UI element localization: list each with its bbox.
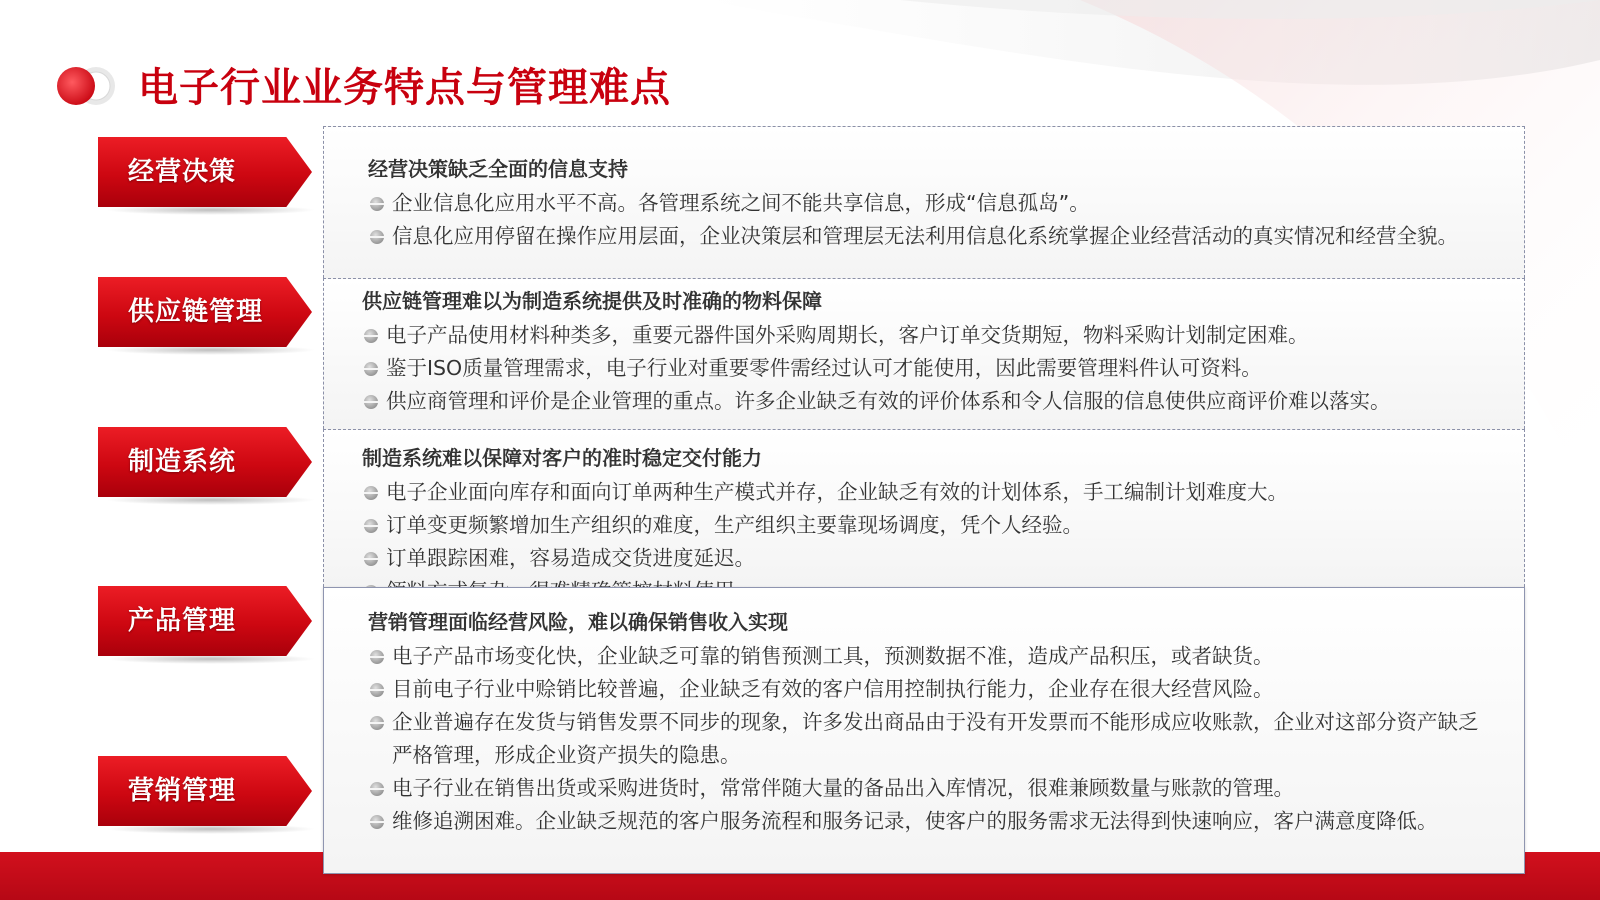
section-panel-marketing bbox=[323, 587, 1525, 874]
bullet-list bbox=[368, 640, 1484, 838]
list-item: 供应商管理和评价是企业管理的重点。许多企业缺乏有效的评价体系和令人信服的信息使供应商评价难以落实。 bbox=[362, 385, 1484, 418]
list-item: 信息化应用停留在操作应用层面，企业决策层和管理层无法利用信息化系统掌握企业经营活动的真实情况和经营全貌。 bbox=[368, 220, 1484, 253]
list-item: 电子产品使用材料种类多，重要元器件国外采购周期长，客户订单交货期短，物料采购计划制定困难。 bbox=[362, 319, 1484, 352]
list-item: 企业普遍存在发货与销售发票不同步的现象，许多发出商品由于没有开发票而不能形成应收账款，企业对这部分资产缺乏严格管理，形成企业资产损失的隐患。 bbox=[368, 706, 1484, 772]
list-item: 订单变更频繁增加生产组织的难度，生产组织主要靠现场调度，凭个人经验。 bbox=[362, 509, 1484, 542]
section-panel-supply-chain bbox=[323, 278, 1525, 429]
tag-label: 供应链管理 bbox=[128, 297, 264, 327]
bullet-list bbox=[368, 187, 1484, 253]
category-tag-supply-chain bbox=[98, 277, 312, 347]
list-item: 电子产品市场变化快，企业缺乏可靠的销售预测工具，预测数据不准，造成产品积压，或者缺货。 bbox=[368, 640, 1484, 673]
list-item: 鉴于ISO质量管理需求，电子行业对重要零件需经过认可才能使用，因此需要管理料件认可资料。 bbox=[362, 352, 1484, 385]
section-heading: 营销管理面临经营风险，难以确保销售收入实现 bbox=[368, 610, 788, 634]
category-tag-business-decision bbox=[98, 137, 312, 207]
list-item: 电子企业面向库存和面向订单两种生产模式并存，企业缺乏有效的计划体系，手工编制计划难度大。 bbox=[362, 476, 1484, 509]
bullet-list bbox=[362, 319, 1484, 418]
list-item: 电子行业在销售出货或采购进货时，常常伴随大量的备品出入库情况，很难兼顾数量与账款的管理。 bbox=[368, 772, 1484, 805]
section-heading: 供应链管理难以为制造系统提供及时准确的物料保障 bbox=[362, 289, 822, 313]
tag-label: 经营决策 bbox=[128, 157, 237, 187]
tag-label: 制造系统 bbox=[128, 447, 237, 477]
category-tag-manufacturing bbox=[98, 427, 312, 497]
category-tag-marketing bbox=[98, 756, 312, 826]
title-logo-icon bbox=[56, 64, 120, 108]
section-heading: 经营决策缺乏全面的信息支持 bbox=[368, 157, 628, 181]
list-item: 订单跟踪困难，容易造成交货进度延迟。 bbox=[362, 542, 1484, 575]
page-title: 电子行业业务特点与管理难点 bbox=[138, 65, 671, 111]
section-panel-business-decision bbox=[323, 126, 1525, 278]
section-heading: 制造系统难以保障对客户的准时稳定交付能力 bbox=[362, 446, 762, 470]
section-panel-manufacturing bbox=[323, 429, 1525, 587]
tag-label: 营销管理 bbox=[128, 776, 237, 806]
tag-label: 产品管理 bbox=[128, 606, 237, 636]
list-item: 企业信息化应用水平不高。各管理系统之间不能共享信息，形成“信息孤岛”。 bbox=[368, 187, 1484, 220]
list-item: 目前电子行业中赊销比较普遍，企业缺乏有效的客户信用控制执行能力，企业存在很大经营风险。 bbox=[368, 673, 1484, 706]
category-tag-product bbox=[98, 586, 312, 656]
list-item: 维修追溯困难。企业缺乏规范的客户服务流程和服务记录，使客户的服务需求无法得到快速响应，客户满意度降低。 bbox=[368, 805, 1484, 838]
